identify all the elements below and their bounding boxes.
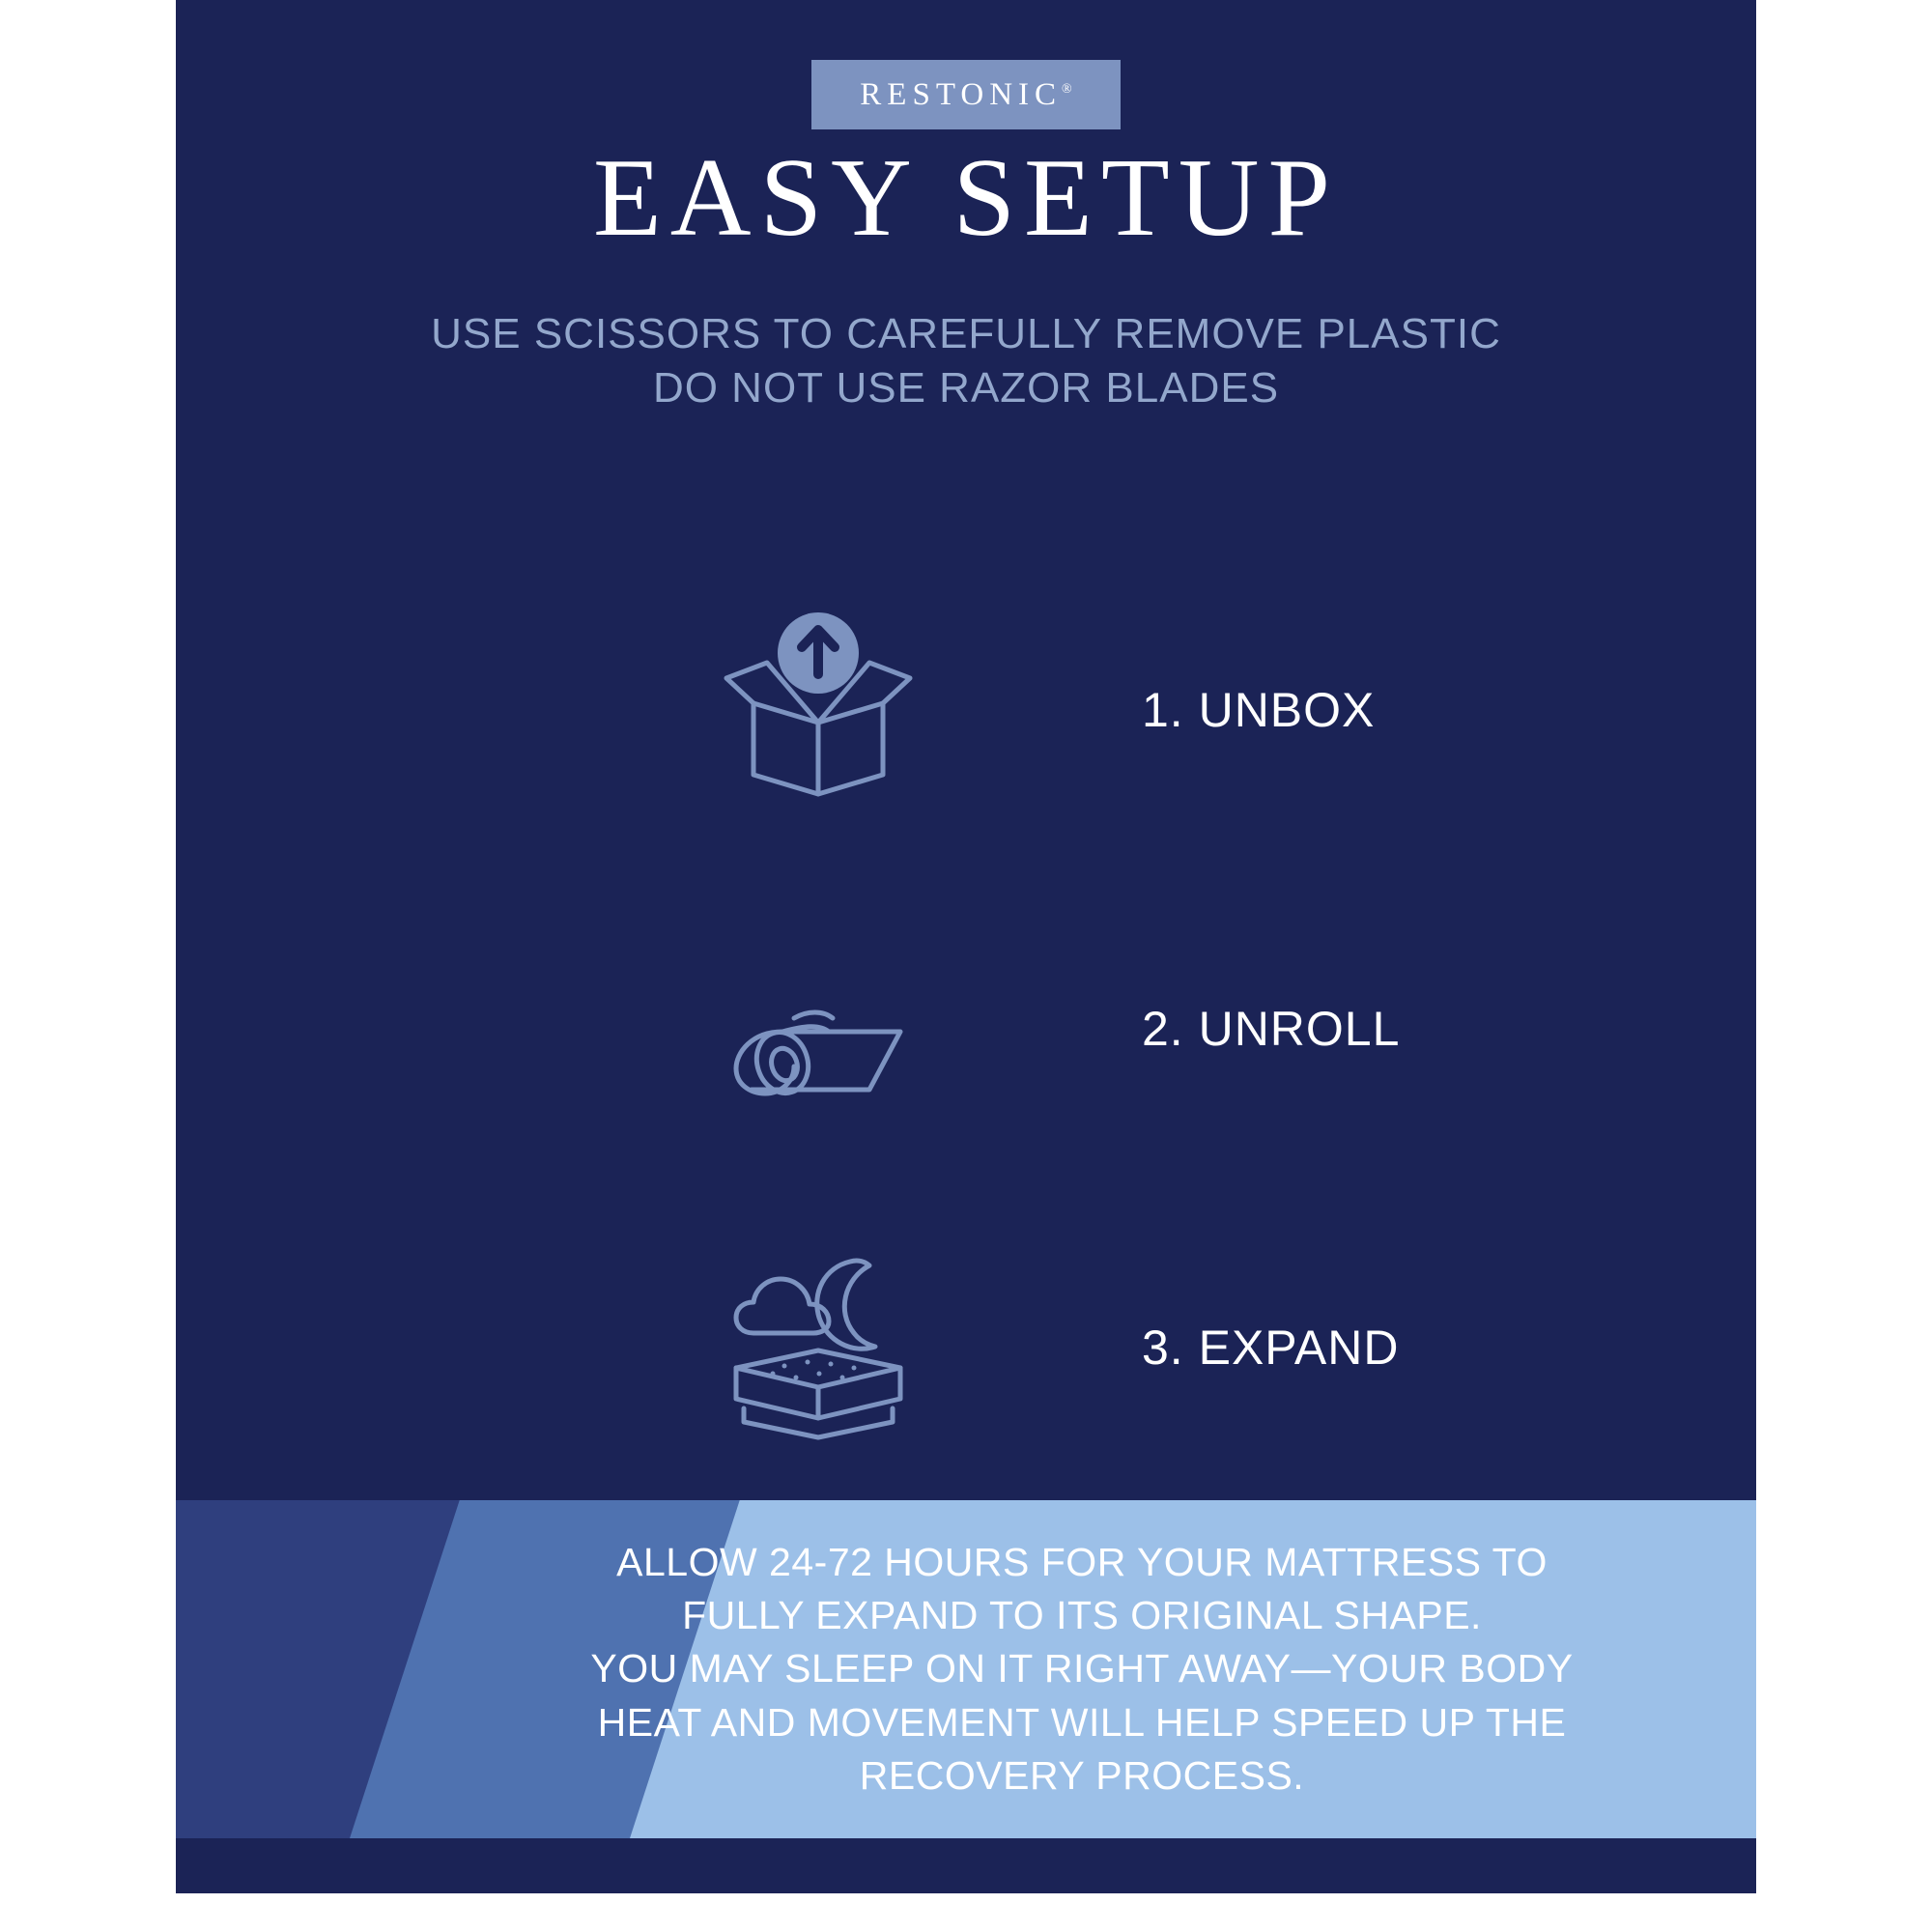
footer-band bbox=[176, 1500, 1756, 1838]
step-item bbox=[176, 1188, 1756, 1507]
step-label: 2. UNROLL bbox=[1142, 1002, 1401, 1056]
poster-canvas bbox=[176, 0, 1756, 1893]
brand-logo-text: RESTONIC® bbox=[860, 76, 1072, 112]
footer-line-5: RECOVERY PROCESS. bbox=[859, 1753, 1305, 1799]
subtitle-line-1: USE SCISSORS TO CAREFULLY REMOVE PLASTIC bbox=[431, 310, 1501, 357]
footer-line-1: ALLOW 24-72 HOURS FOR YOUR MATTRESS TO bbox=[616, 1539, 1548, 1584]
subtitle-line-2: DO NOT USE RAZOR BLADES bbox=[652, 364, 1280, 412]
mattress-with-moon-and-cloud-icon bbox=[707, 1236, 929, 1459]
step-item bbox=[176, 551, 1756, 869]
footer-line-2: FULLY EXPAND TO ITS ORIGINAL SHAPE. bbox=[682, 1592, 1482, 1637]
footer-line-4: HEAT AND MOVEMENT WILL HELP SPEED UP THE bbox=[597, 1699, 1567, 1745]
footer-text bbox=[176, 1500, 1756, 1838]
unrolling-mattress-icon bbox=[707, 918, 929, 1140]
step-item bbox=[176, 869, 1756, 1188]
page-subtitle bbox=[176, 307, 1756, 416]
footer-line-3: YOU MAY SLEEP ON IT RIGHT AWAY—YOUR BODY bbox=[590, 1646, 1574, 1691]
trademark-symbol: ® bbox=[1062, 81, 1072, 97]
open-box-with-up-arrow-icon bbox=[707, 599, 929, 821]
brand-logo bbox=[811, 60, 1121, 129]
step-label: 3. EXPAND bbox=[1142, 1321, 1400, 1375]
steps-list bbox=[176, 551, 1756, 1507]
page-title: EASY SETUP bbox=[592, 136, 1340, 260]
step-label: 1. UNBOX bbox=[1142, 683, 1376, 737]
